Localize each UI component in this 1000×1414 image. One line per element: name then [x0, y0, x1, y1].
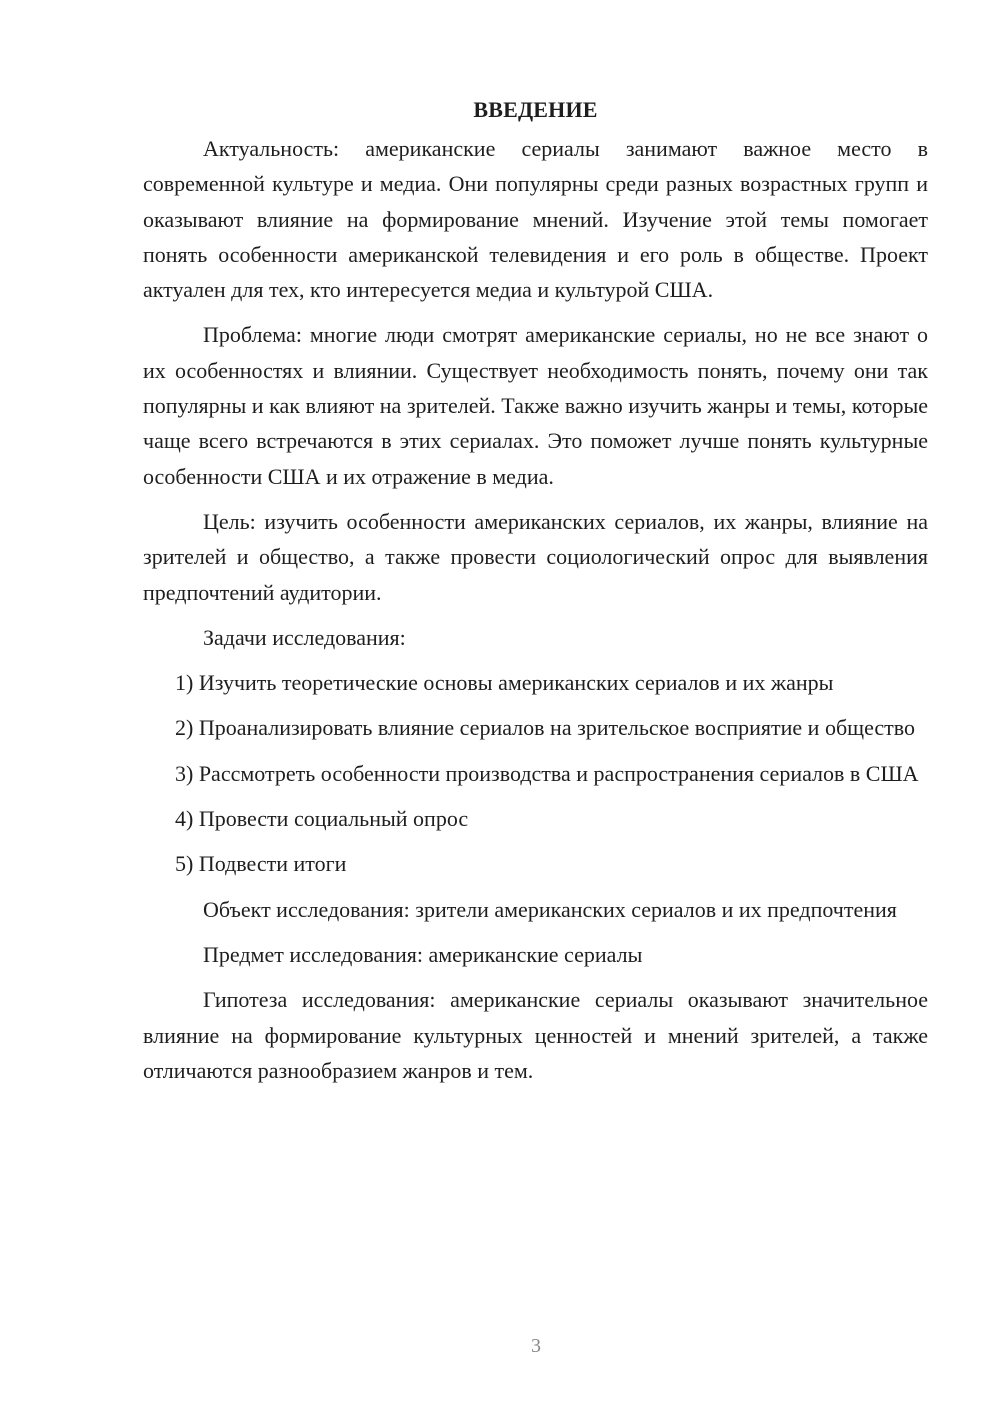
- tasks-heading: Задачи исследования:: [203, 624, 406, 650]
- document-page: [143, 95, 928, 1098]
- page-number: 3: [531, 1335, 541, 1357]
- task-item-5: 5) Подвести итоги: [175, 851, 347, 877]
- task-item-1: 1) Изучить теоретические основы американских сериалов и их жанры: [175, 670, 834, 696]
- page-title: ВВЕДЕНИЕ: [473, 97, 598, 122]
- task-item-2: 2) Проанализировать влияние сериалов на зрительское восприятие и общество: [175, 715, 916, 741]
- task-item-4: 4) Провести социальный опрос: [175, 806, 469, 832]
- paragraph-subject: Предмет исследования: американские сериалы: [203, 941, 643, 967]
- paragraph-relevance: Актуальность: американские сериалы занимают важное место в современной культуре и медиа. Они популярны среди разных возрастных групп и оказывают влияние на формирование мнений. Изучение этой темы помогает понять особенности американской телевидения и его роль в обществе. Проект актуален для тех, кто интересуется медиа и культурой США.: [143, 136, 928, 303]
- task-item-3: 3) Рассмотреть особенности производства и распространения сериалов в США: [175, 760, 919, 786]
- paragraph-object: Объект исследования: зрители американских сериалов и их предпочтения: [203, 896, 897, 922]
- paragraph-goal: Цель: изучить особенности американских сериалов, их жанры, влияние на зрителей и общество, а также провести социологический опрос для выявления предпочтений аудитории.: [143, 508, 928, 605]
- paragraph-problem: Проблема: многие люди смотрят американские сериалы, но не все знают о их особенностях и влиянии. Существует необходимость понять, почему они так популярны и как влияют на зрителей. Также важно изучить жанры и темы, которые чаще всего встречаются в этих сериалах. Это поможет лучше понять культурные особенности США и их отражение в медиа.: [143, 322, 928, 489]
- paragraph-hypothesis: Гипотеза исследования: американские сериалы оказывают значительное влияние на формирование культурных ценностей и мнений зрителей, а также отличаются разнообразием жанров и тем.: [143, 987, 928, 1083]
